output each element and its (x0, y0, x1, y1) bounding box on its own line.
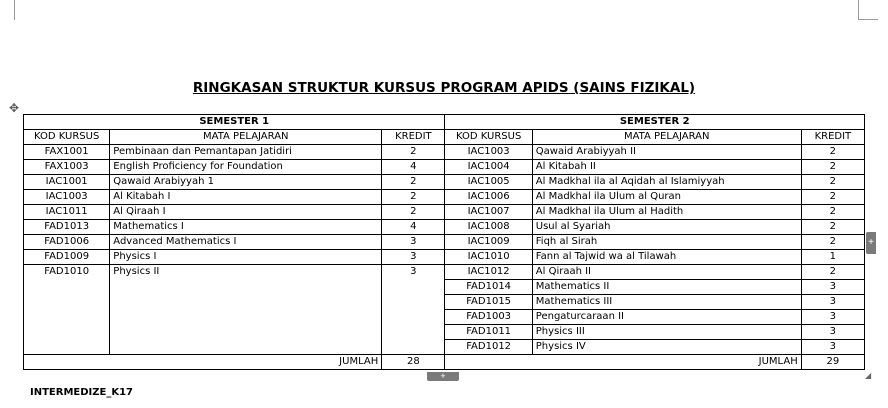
table-row (24, 295, 865, 310)
sem1-mata-cell: English Proficiency for Foundation (110, 160, 382, 175)
table-resize-handle-icon[interactable]: ◢ (865, 371, 872, 380)
sem1-kod-cell (24, 310, 110, 325)
sem2-kredit-cell: 2 (801, 145, 864, 160)
table-row (24, 145, 865, 160)
col-kod-kursus-2: KOD KURSUS (445, 130, 532, 145)
sem2-kod-cell: IAC1007 (445, 205, 532, 220)
sem2-kredit-cell: 2 (801, 160, 864, 175)
sem1-kod-cell: FAX1003 (24, 160, 110, 175)
sem2-kod-cell: IAC1004 (445, 160, 532, 175)
table-row (24, 280, 865, 295)
sem1-mata-cell: Pembinaan dan Pemantapan Jatidiri (110, 145, 382, 160)
total-row (24, 355, 865, 370)
table-row (24, 235, 865, 250)
table-row (24, 160, 865, 175)
sem2-mata-cell: Al Madkhal ila al Aqidah al Islamiyyah (532, 175, 801, 190)
sem2-kredit-cell: 2 (801, 265, 864, 280)
sem1-kredit-cell: 4 (382, 160, 445, 175)
sem1-kredit-cell (382, 310, 445, 325)
table-row (24, 175, 865, 190)
sem2-kod-cell: FAD1015 (445, 295, 532, 310)
sem1-mata-cell (110, 280, 382, 295)
sem2-mata-cell: Fiqh al Sirah (532, 235, 801, 250)
sem2-mata-cell: Pengaturcaraan II (532, 310, 801, 325)
sem1-mata-cell: Physics II (110, 265, 382, 280)
sem2-mata-cell: Mathematics II (532, 280, 801, 295)
col-mata-pelajaran-1: MATA PELAJARAN (110, 130, 382, 145)
sem1-kredit-cell (382, 295, 445, 310)
sem1-kod-cell (24, 325, 110, 340)
sem1-mata-cell (110, 295, 382, 310)
sem1-kredit-cell: 3 (382, 265, 445, 280)
sem2-kredit-cell: 2 (801, 205, 864, 220)
sem2-kod-cell: IAC1008 (445, 220, 532, 235)
sem2-kod-cell: IAC1010 (445, 250, 532, 265)
sem1-mata-cell: Mathematics I (110, 220, 382, 235)
sem1-kod-cell (24, 340, 110, 355)
sem1-kredit-cell: 2 (382, 205, 445, 220)
table-row (24, 190, 865, 205)
crop-mark-top-left (14, 0, 15, 20)
semester-2-header: SEMESTER 2 (445, 115, 865, 130)
sem1-kredit-cell: 4 (382, 220, 445, 235)
table-row (24, 220, 865, 235)
column-header-row (24, 130, 865, 145)
sem2-kod-cell: IAC1012 (445, 265, 532, 280)
sem2-kod-cell: FAD1012 (445, 340, 532, 355)
sem2-kredit-cell: 3 (801, 340, 864, 355)
sem2-kredit-cell: 3 (801, 310, 864, 325)
col-mata-pelajaran-2: MATA PELAJARAN (532, 130, 801, 145)
sem2-mata-cell: Qawaid Arabiyyah II (532, 145, 801, 160)
semester-header-row (24, 115, 865, 130)
sem1-kredit-cell: 2 (382, 145, 445, 160)
col-kredit-2: KREDIT (801, 130, 864, 145)
crop-mark-top-right (858, 0, 859, 20)
sem1-kod-cell: IAC1001 (24, 175, 110, 190)
col-kredit-1: KREDIT (382, 130, 445, 145)
table-move-handle-icon[interactable]: ✥ (9, 101, 20, 115)
sem2-kredit-cell: 2 (801, 220, 864, 235)
sem1-kod-cell: FAD1009 (24, 250, 110, 265)
sem2-total-value: 29 (801, 355, 864, 370)
sem1-mata-cell (110, 340, 382, 355)
sem2-kredit-cell: 3 (801, 325, 864, 340)
sem1-kod-cell: FAD1006 (24, 235, 110, 250)
sem1-kredit-cell (382, 280, 445, 295)
crop-mark-top-right-horizontal (858, 19, 878, 20)
sem1-kod-cell (24, 295, 110, 310)
sem1-mata-cell: Qawaid Arabiyyah 1 (110, 175, 382, 190)
sem1-kod-cell: FAD1013 (24, 220, 110, 235)
add-row-plus-icon[interactable]: + (427, 372, 459, 381)
sem1-kod-cell (24, 280, 110, 295)
sem1-kod-cell: IAC1003 (24, 190, 110, 205)
sem1-mata-cell: Al Qiraah I (110, 205, 382, 220)
sem2-mata-cell: Fann al Tajwid wa al Tilawah (532, 250, 801, 265)
sem1-kod-cell: FAD1010 (24, 265, 110, 280)
sem2-kod-cell: IAC1009 (445, 235, 532, 250)
footer-label: INTERMEDIZE_K17 (30, 387, 133, 398)
sem1-kredit-cell: 3 (382, 250, 445, 265)
sem2-kod-cell: IAC1005 (445, 175, 532, 190)
table-row (24, 205, 865, 220)
table-row (24, 250, 865, 265)
add-column-plus-icon[interactable]: + (866, 232, 876, 254)
sem2-mata-cell: Mathematics III (532, 295, 801, 310)
sem2-mata-cell: Physics IV (532, 340, 801, 355)
sem2-kod-cell: IAC1003 (445, 145, 532, 160)
sem2-kredit-cell: 3 (801, 280, 864, 295)
sem2-kredit-cell: 2 (801, 190, 864, 205)
sem1-kredit-cell: 2 (382, 175, 445, 190)
sem1-kod-cell: FAX1001 (24, 145, 110, 160)
sem2-kod-cell: FAD1014 (445, 280, 532, 295)
sem1-kredit-cell (382, 340, 445, 355)
sem1-kredit-cell (382, 325, 445, 340)
sem2-mata-cell: Al Madkhal ila Ulum al Quran (532, 190, 801, 205)
course-structure-table (23, 114, 865, 370)
sem2-mata-cell: Usul al Syariah (532, 220, 801, 235)
sem1-mata-cell (110, 325, 382, 340)
sem2-kredit-cell: 2 (801, 235, 864, 250)
sem2-mata-cell: Al Kitabah II (532, 160, 801, 175)
sem2-kod-cell: FAD1011 (445, 325, 532, 340)
sem1-mata-cell: Al Kitabah I (110, 190, 382, 205)
sem1-kod-cell: IAC1011 (24, 205, 110, 220)
sem2-mata-cell: Al Madkhal ila Ulum al Hadith (532, 205, 801, 220)
sem2-kredit-cell: 1 (801, 250, 864, 265)
document-title: RINGKASAN STRUKTUR KURSUS PROGRAM APIDS (SAINS FIZIKAL) (192, 80, 696, 96)
table-row (24, 265, 865, 280)
sem2-kredit-cell: 3 (801, 295, 864, 310)
sem1-mata-cell (110, 310, 382, 325)
sem2-kod-cell: FAD1003 (445, 310, 532, 325)
table-row (24, 310, 865, 325)
table-row (24, 340, 865, 355)
sem1-mata-cell: Advanced Mathematics I (110, 235, 382, 250)
sem1-kredit-cell: 2 (382, 190, 445, 205)
sem2-kod-cell: IAC1006 (445, 190, 532, 205)
semester-1-header: SEMESTER 1 (24, 115, 445, 130)
sem2-kredit-cell: 2 (801, 175, 864, 190)
sem2-mata-cell: Physics III (532, 325, 801, 340)
table-row (24, 325, 865, 340)
sem1-mata-cell: Physics I (110, 250, 382, 265)
sem2-mata-cell: Al Qiraah II (532, 265, 801, 280)
sem1-total-value: 28 (382, 355, 445, 370)
sem1-total-label: JUMLAH (24, 355, 382, 370)
col-kod-kursus-1: KOD KURSUS (24, 130, 110, 145)
sem1-kredit-cell: 3 (382, 235, 445, 250)
sem2-total-label: JUMLAH (445, 355, 801, 370)
